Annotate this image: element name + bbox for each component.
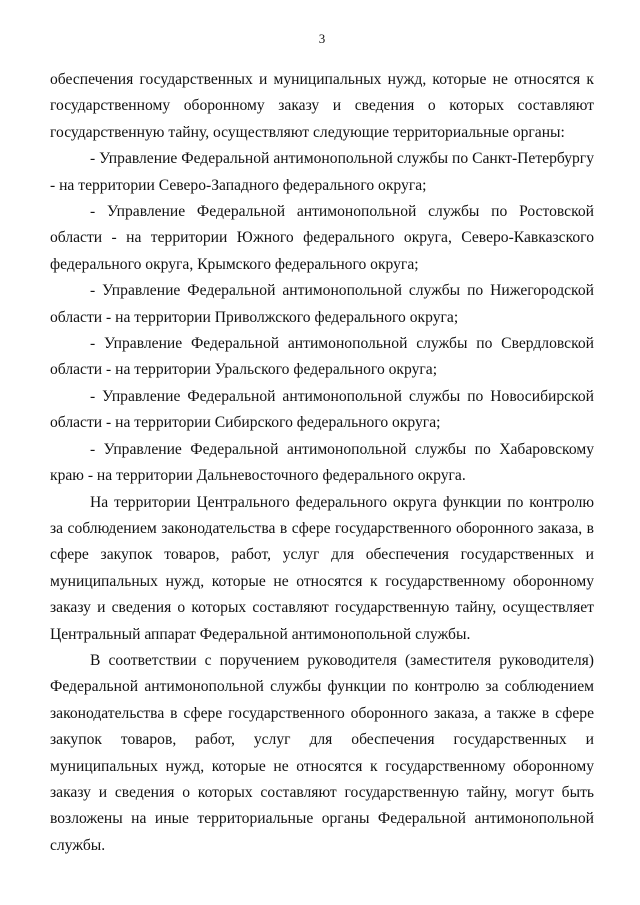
paragraph-sverdlovsk-office: - Управление Федеральной антимонопольной службы по Свердловской области - на территории Уральского федерального округа; xyxy=(50,335,594,379)
page-number: 3 xyxy=(318,31,326,46)
paragraph-spb-office: - Управление Федеральной антимонопольной службы по Санкт-Петербургу - на территории Северо-Западного федерального округа; xyxy=(50,150,594,194)
paragraph-central-district: На территории Центрального федерального округа функции по контролю за соблюдением законодательства в сфере государственного оборонного заказа, в сфере закупок товаров, работ, услуг для обеспечения государственных и муниципальных нужд, которые не относятся к государственному оборонному заказу и сведения о которых составляют государственную тайну, осуществляет Центральный аппарат Федеральной антимонопольной службы. xyxy=(50,493,594,643)
paragraph-nizhny-novgorod-office: - Управление Федеральной антимонопольной службы по Нижегородской области - на территории Приволжского федерального округа; xyxy=(50,282,594,326)
paragraph-novosibirsk-office: - Управление Федеральной антимонопольной службы по Новосибирской области - на территории Сибирского федерального округа; xyxy=(50,387,594,432)
paragraph-delegation: В соответствии с поручением руководителя (заместителя руководителя) Федеральной антимонопольной службы функции по контролю за соблюдением законодательства в сфере государственного оборонного заказа, а также в сфере закупок товаров, работ, услуг для обеспечения государственных и муниципальных нужд, которые не относятся к государственному оборонному заказу и сведения о которых составляют государственную тайну, могут быть возложены на иные территориальные органы Федеральной антимонопольной службы. xyxy=(50,651,594,854)
paragraph-rostov-office: - Управление Федеральной антимонопольной службы по Ростовской области - на территории Южного федерального округа, Северо-Кавказского федерального округа, Крымского федерального округа; xyxy=(50,203,594,273)
paragraph-continuation: обеспечения государственных и муниципальных нужд, которые не относятся к государственному оборонному заказу и сведения о которых составляют государственную тайну, осуществляют следующие территориальные органы: xyxy=(50,71,594,141)
paragraph-khabarovsk-office: - Управление Федеральной антимонопольной службы по Хабаровскому краю - на территории Дальневосточного федерального округа. xyxy=(50,440,594,485)
